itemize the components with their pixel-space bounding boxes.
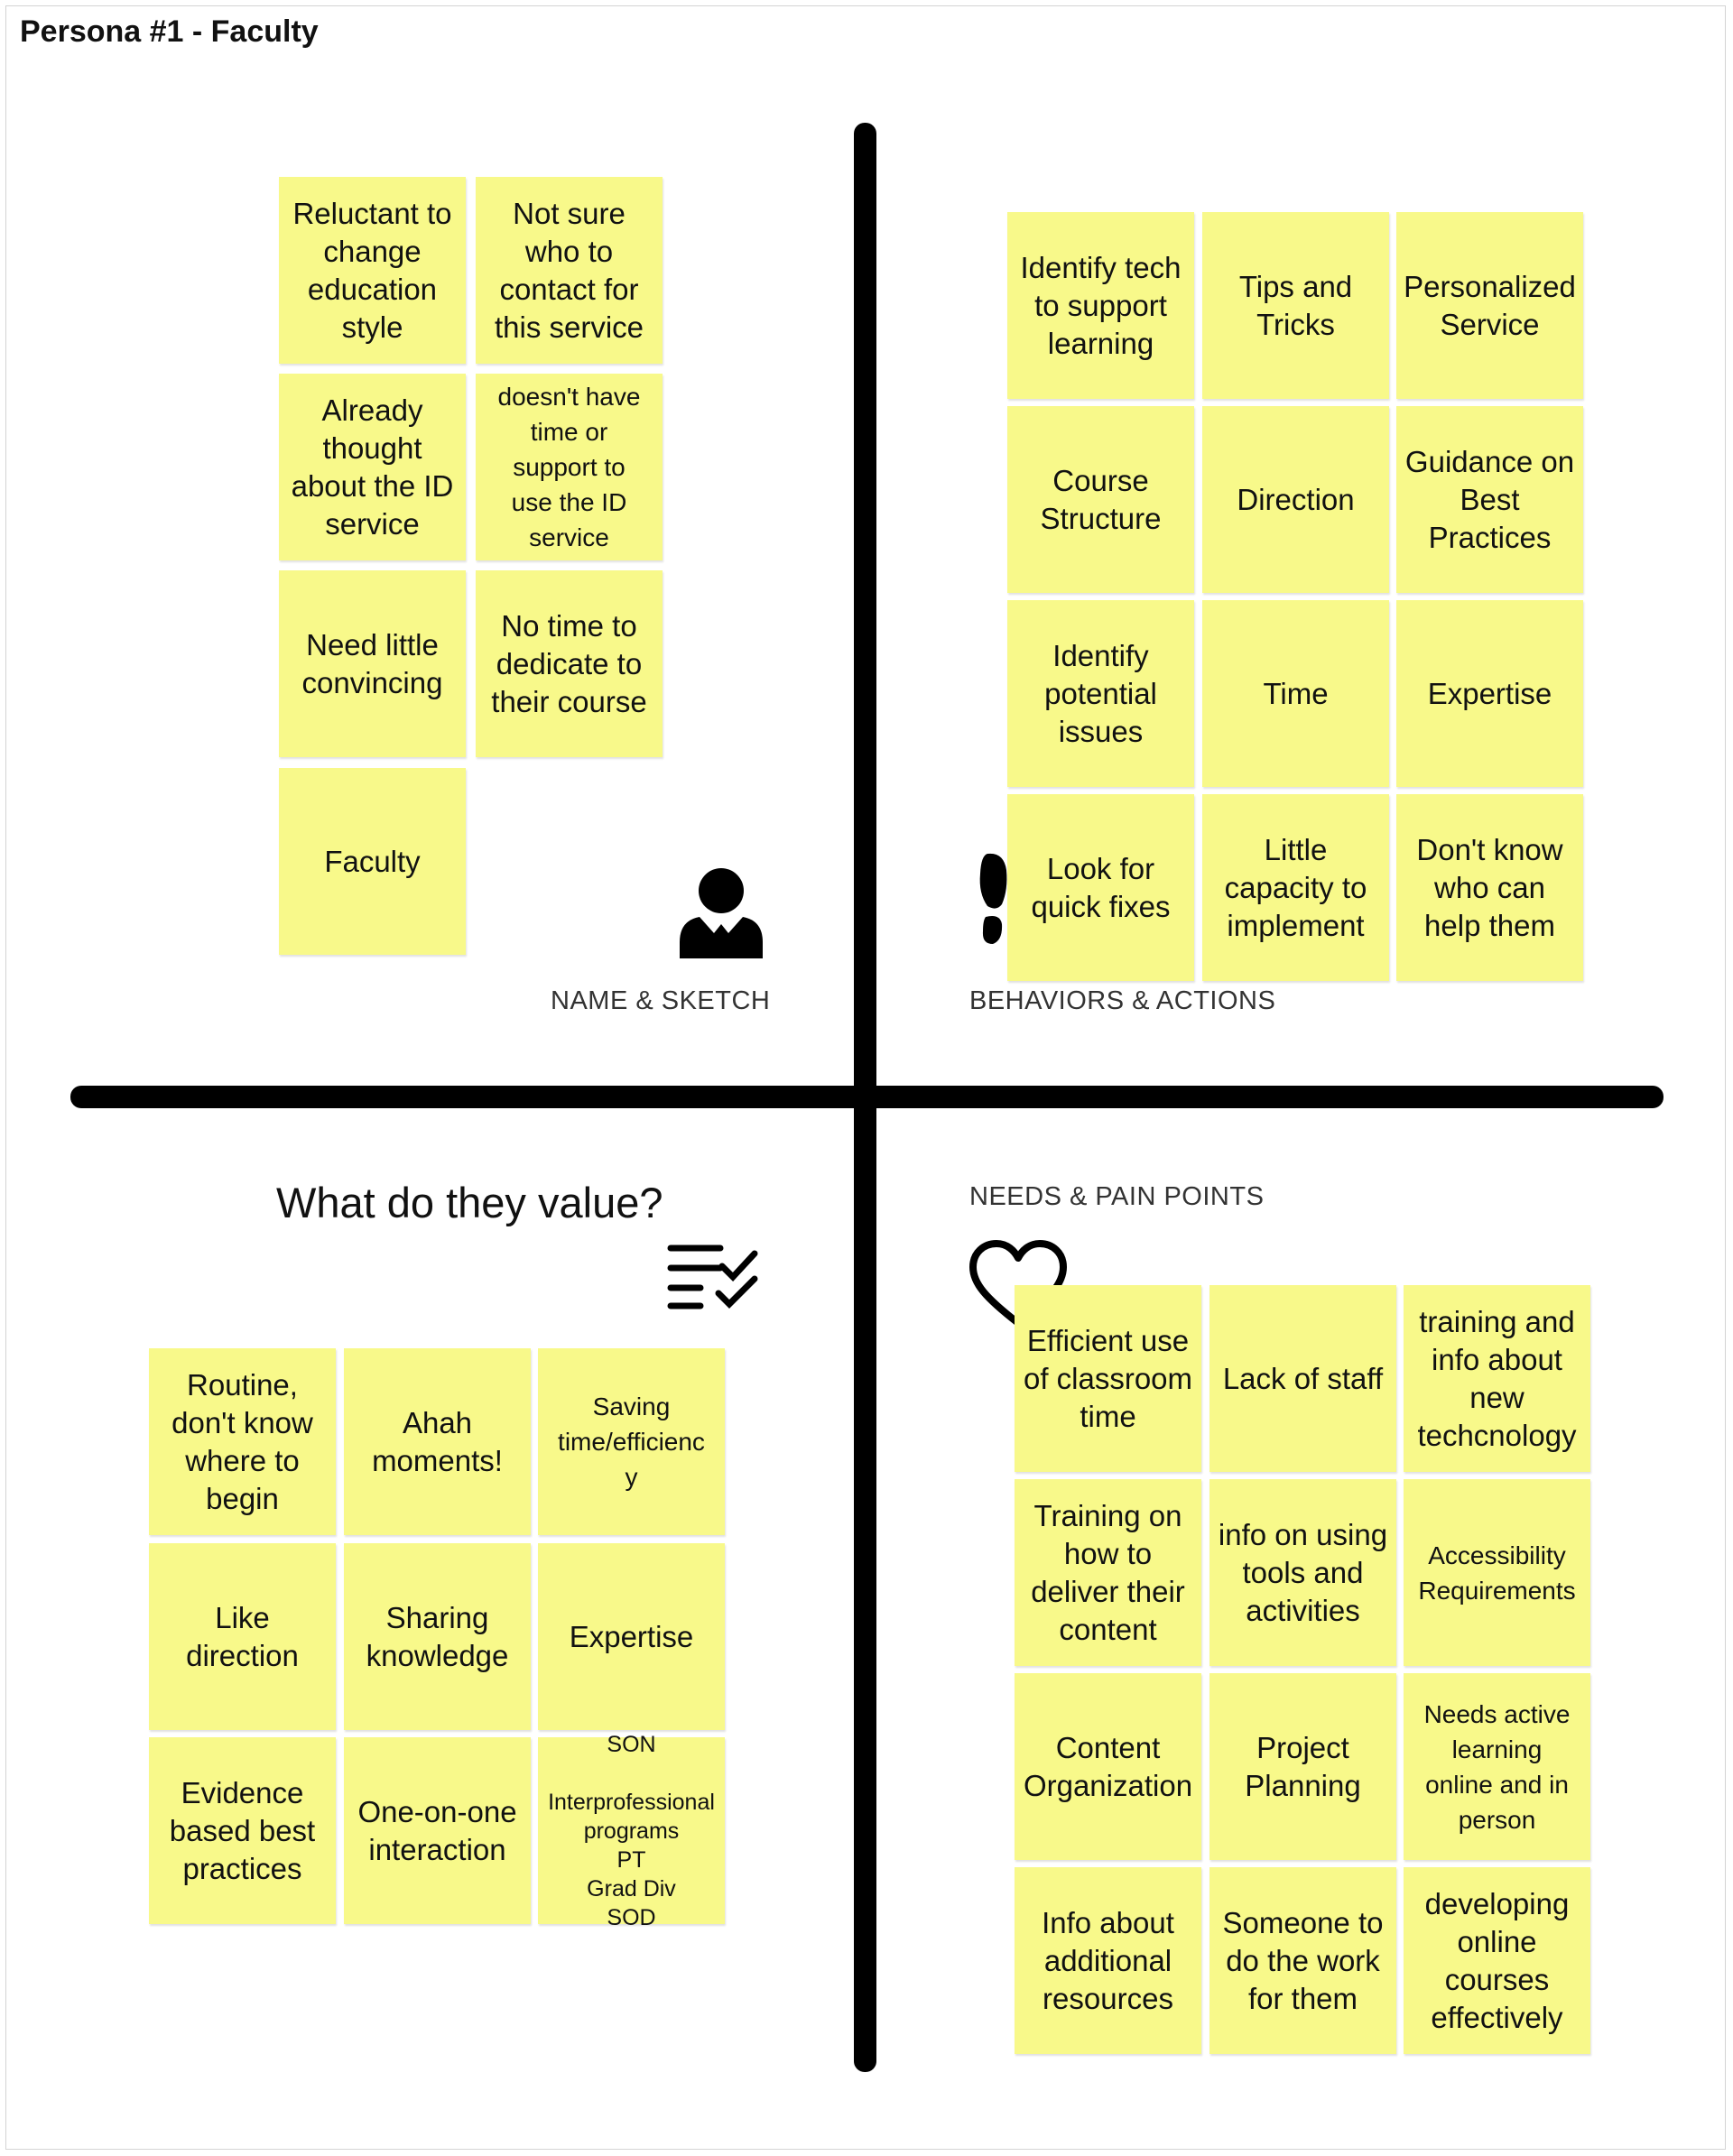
sticky-note[interactable]: Time bbox=[1202, 600, 1389, 787]
page-title: Persona #1 - Faculty bbox=[20, 14, 319, 49]
sticky-note[interactable]: Lack of staff bbox=[1209, 1285, 1396, 1472]
sticky-note[interactable]: Reluctant to change education style bbox=[279, 177, 466, 364]
person-icon bbox=[677, 865, 765, 958]
sticky-note[interactable]: Faculty bbox=[279, 768, 466, 955]
sticky-note[interactable]: Needs active learning online and in person bbox=[1404, 1673, 1590, 1860]
sticky-note[interactable]: Not sure who to contact for this service bbox=[476, 177, 663, 364]
sticky-note[interactable]: Personalized Service bbox=[1396, 212, 1583, 399]
sticky-note[interactable]: Like direction bbox=[149, 1543, 336, 1730]
sticky-note[interactable]: Tips and Tricks bbox=[1202, 212, 1389, 399]
sticky-note[interactable]: Content Organization bbox=[1015, 1673, 1201, 1860]
name-sketch-label: NAME & SKETCH bbox=[551, 986, 771, 1015]
sticky-note[interactable]: Don't know who can help them bbox=[1396, 794, 1583, 981]
sticky-note[interactable]: Guidance on Best Practices bbox=[1396, 406, 1583, 593]
sticky-note[interactable]: Expertise bbox=[1396, 600, 1583, 787]
sticky-note[interactable]: developing online courses effectively bbox=[1404, 1867, 1590, 2054]
sticky-note[interactable]: No time to dedicate to their course bbox=[476, 570, 663, 757]
needs-pain-points-label: NEEDS & PAIN POINTS bbox=[969, 1182, 1265, 1211]
checklist-icon bbox=[666, 1241, 765, 1313]
sticky-note[interactable]: Look for quick fixes bbox=[1007, 794, 1194, 981]
sticky-note[interactable]: Ahah moments! bbox=[344, 1348, 531, 1535]
sticky-note[interactable]: Already thought about the ID service bbox=[279, 374, 466, 560]
sticky-note[interactable]: Course Structure bbox=[1007, 406, 1194, 593]
sticky-note[interactable]: doesn't have time or support to use the ID service bbox=[476, 374, 663, 560]
sticky-note[interactable]: Identify tech to support learning bbox=[1007, 212, 1194, 399]
sticky-note[interactable]: Someone to do the work for them bbox=[1209, 1867, 1396, 2054]
sticky-note[interactable]: Routine, don't know where to begin bbox=[149, 1348, 336, 1535]
sticky-note[interactable]: training and info about new techcnology bbox=[1404, 1285, 1590, 1472]
sticky-note[interactable]: Little capacity to implement bbox=[1202, 794, 1389, 981]
sticky-note[interactable]: Sharing knowledge bbox=[344, 1543, 531, 1730]
sticky-note[interactable]: Identify potential issues bbox=[1007, 600, 1194, 787]
sticky-note[interactable]: Info about additional resources bbox=[1015, 1867, 1201, 2054]
sticky-note[interactable]: Training on how to deliver their content bbox=[1015, 1479, 1201, 1666]
sticky-note[interactable]: Accessibility Requirements bbox=[1404, 1479, 1590, 1666]
sticky-note[interactable]: Need little convincing bbox=[279, 570, 466, 757]
behaviors-actions-label: BEHAVIORS & ACTIONS bbox=[969, 986, 1276, 1015]
sticky-note[interactable]: info on using tools and activities bbox=[1209, 1479, 1396, 1666]
sticky-note[interactable]: Expertise bbox=[538, 1543, 725, 1730]
sticky-note[interactable]: Project Planning bbox=[1209, 1673, 1396, 1860]
sticky-note[interactable]: Evidence based best practices bbox=[149, 1737, 336, 1924]
sticky-note[interactable]: Saving time/efficienc y bbox=[538, 1348, 725, 1535]
sticky-note[interactable]: One-on-one interaction bbox=[344, 1737, 531, 1924]
sticky-note[interactable]: Direction bbox=[1202, 406, 1389, 593]
sticky-note[interactable]: SON Interprofessional programs PT Grad Div SOD bbox=[538, 1737, 725, 1924]
horizontal-axis bbox=[70, 1086, 1663, 1108]
sticky-note[interactable]: Efficient use of classroom time bbox=[1015, 1285, 1201, 1472]
values-question: What do they value? bbox=[276, 1179, 663, 1226]
